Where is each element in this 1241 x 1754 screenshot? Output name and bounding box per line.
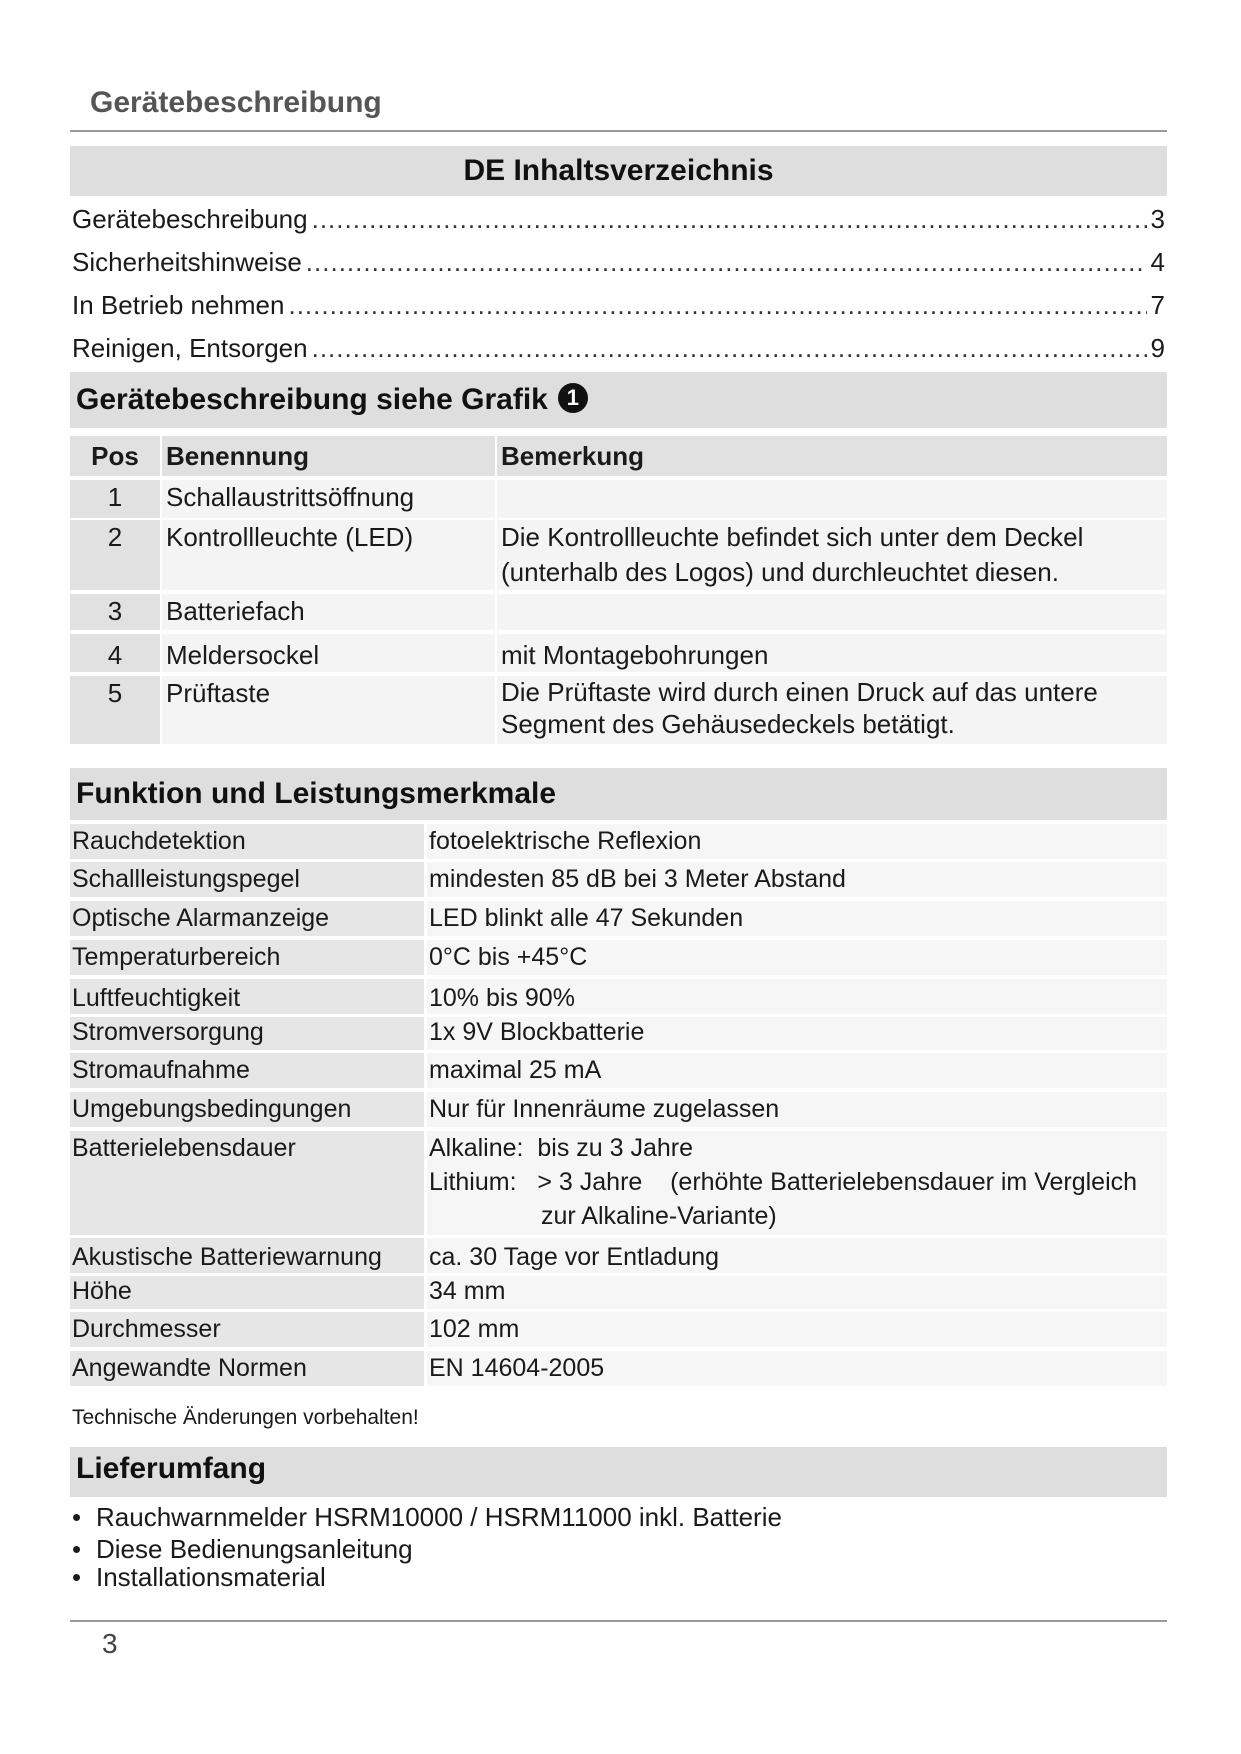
feature-value: ca. 30 Tage vor Entladung <box>427 1238 1167 1273</box>
toc-entry-page: 9 <box>1150 333 1165 363</box>
bullet-icon: • <box>72 1502 82 1532</box>
feature-key: Luftfeuchtigkeit <box>70 979 424 1014</box>
delivery-section-title: Lieferumfang <box>70 1447 1167 1497</box>
toc-leader-dots <box>288 289 1146 321</box>
name-cell: Kontrollleuchte (LED) <box>162 520 495 590</box>
toc-entry[interactable] <box>72 246 1165 278</box>
toc-entry-label: In Betrieb nehmen <box>72 290 285 320</box>
toc-entry-label: Gerätebeschreibung <box>72 204 308 234</box>
battery-lithium-continuation: zur Alkaline-Variante) <box>541 1202 777 1230</box>
toc-entry[interactable] <box>72 332 1165 364</box>
delivery-item: • Installationsmaterial <box>72 1562 326 1592</box>
toc-entry[interactable] <box>72 289 1165 321</box>
toc-entry-label: Sicherheitshinweise <box>72 247 302 277</box>
feature-key: Durchmesser <box>70 1312 424 1347</box>
header-rule <box>70 130 1167 132</box>
feature-value: 10% bis 90% <box>427 979 1167 1014</box>
name-cell: Meldersockel <box>162 634 495 672</box>
toc-entry-page: 4 <box>1150 247 1165 277</box>
remark-line: Segment des Gehäusedeckels betätigt. <box>501 709 955 739</box>
feature-value: fotoelektrische Reflexion <box>427 824 1167 859</box>
feature-value <box>427 1131 1167 1235</box>
name-cell: Schallaustrittsöffnung <box>162 480 495 518</box>
feature-value: 34 mm <box>427 1276 1167 1309</box>
feature-value: mindesten 85 dB bei 3 Meter Abstand <box>427 862 1167 897</box>
description-section-title <box>70 372 1167 428</box>
toc-leader-dots <box>312 203 1147 235</box>
remark-cell <box>497 480 1167 518</box>
feature-value: maximal 25 mA <box>427 1053 1167 1088</box>
toc-entry[interactable] <box>72 203 1165 235</box>
pos-column-header: Pos <box>70 436 160 476</box>
description-title-text: Gerätebeschreibung siehe Grafik <box>76 383 548 416</box>
remark-cell <box>497 594 1167 630</box>
feature-value: Nur für Innenräume zugelassen <box>427 1092 1167 1127</box>
toc-entry-page: 3 <box>1150 204 1165 234</box>
feature-key: Stromversorgung <box>70 1017 424 1050</box>
feature-key: Höhe <box>70 1276 424 1309</box>
footer-rule <box>70 1620 1167 1622</box>
feature-key: Stromaufnahme <box>70 1053 424 1088</box>
toc-leader-dots <box>306 246 1147 278</box>
page-number: 3 <box>102 1628 118 1659</box>
remark-line: mit Montagebohrungen <box>501 640 769 670</box>
delivery-item: • Diese Bedienungsanleitung <box>72 1534 413 1564</box>
remark-line: Die Prüftaste wird durch einen Druck auf das untere <box>501 677 1098 707</box>
technical-changes-note: Technische Änderungen vorbehalten! <box>72 1406 419 1429</box>
battery-alkaline-line: Alkaline: bis zu 3 Jahre <box>429 1134 694 1162</box>
feature-key: Umgebungsbedingungen <box>70 1092 424 1127</box>
feature-key: Optische Alarmanzeige <box>70 901 424 936</box>
callout-number-icon: 1 <box>558 383 588 413</box>
feature-key: Schallleistungspegel <box>70 862 424 897</box>
delivery-list <box>72 1500 782 1594</box>
remark-cell <box>497 676 1167 744</box>
pos-cell: 1 <box>70 480 160 518</box>
pos-cell: 4 <box>70 634 160 672</box>
toc-entry-page: 7 <box>1150 290 1165 320</box>
name-cell: Prüftaste <box>162 676 495 744</box>
pos-cell: 5 <box>70 676 160 744</box>
remark-line: Die Kontrollleuchte befindet sich unter dem Deckel <box>501 522 1084 552</box>
feature-value: 102 mm <box>427 1312 1167 1347</box>
toc-entry-label: Reinigen, Entsorgen <box>72 333 308 363</box>
remark-column-header: Bemerkung <box>497 436 1167 476</box>
pos-cell: 3 <box>70 594 160 630</box>
delivery-item: • Rauchwarnmelder HSRM10000 / HSRM11000 inkl. Batterie <box>72 1502 782 1532</box>
feature-value: 1x 9V Blockbatterie <box>427 1017 1167 1050</box>
name-cell: Batteriefach <box>162 594 495 630</box>
features-section-title: Funktion und Leistungsmerkmale <box>70 768 1167 820</box>
feature-key: Temperaturbereich <box>70 940 424 975</box>
feature-key: Batterielebensdauer <box>70 1131 424 1235</box>
remark-cell <box>497 520 1167 590</box>
feature-key: Rauchdetektion <box>70 824 424 859</box>
feature-key: Akustische Batteriewarnung <box>70 1238 424 1273</box>
feature-value: LED blinkt alle 47 Sekunden <box>427 901 1167 936</box>
remark-line: (unterhalb des Logos) und durchleuchtet diesen. <box>501 557 1059 587</box>
bullet-icon: • <box>72 1562 82 1592</box>
toc-title: DE Inhaltsverzeichnis <box>70 146 1167 196</box>
feature-key: Angewandte Normen <box>70 1351 424 1386</box>
remark-cell <box>497 634 1167 672</box>
toc-leader-dots <box>312 332 1147 364</box>
feature-value: 0°C bis +45°C <box>427 940 1167 975</box>
name-column-header: Benennung <box>162 436 495 476</box>
feature-value: EN 14604-2005 <box>427 1351 1167 1386</box>
battery-lithium-line: Lithium: > 3 Jahre (erhöhte Batterielebensdauer im Vergleich <box>429 1168 1138 1196</box>
bullet-icon: • <box>72 1534 82 1564</box>
pos-cell: 2 <box>70 520 160 590</box>
running-header: Gerätebeschreibung <box>90 86 382 119</box>
